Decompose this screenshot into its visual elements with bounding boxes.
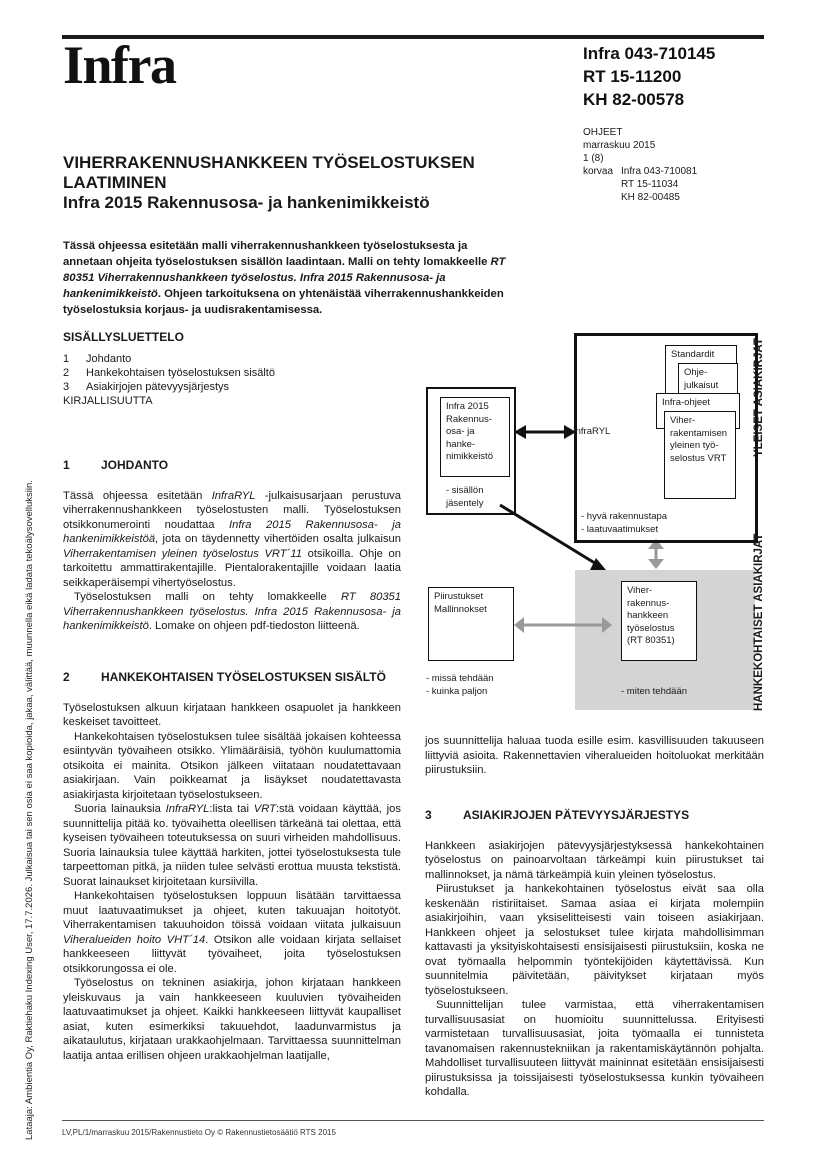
toc-item: 1 Johdanto bbox=[63, 353, 132, 365]
good-practice-note: - hyvä rakennustapa bbox=[581, 511, 668, 522]
document-meta bbox=[583, 126, 697, 204]
quality-note: - laatuvaatimukset bbox=[581, 524, 659, 535]
code-rt: RT 15-11200 bbox=[583, 67, 682, 86]
how-much-note: - kuinka paljon bbox=[426, 686, 488, 697]
download-notice: Lataaja: Ambientia Oy, Raktiehaku Indexing User, 17.7.2026. Julkaisua tai sen osia ei saa kopioida, jakaa, välittää, muunnella eikä ladata tekoälysovelluksiin. bbox=[24, 480, 35, 1140]
code-infra: Infra 043-710145 bbox=[583, 44, 716, 63]
replaces-kh: KH 82-00485 bbox=[621, 192, 680, 203]
infraryl-label: InfraRYL bbox=[573, 426, 611, 437]
project-spec-box: Viher-rakennus-hankkeen työselostus (RT 80351) bbox=[621, 581, 697, 661]
code-kh: KH 82-00578 bbox=[583, 90, 685, 109]
section-heading: 3 ASIAKIRJOJEN PÄTEVYYSJÄRJESTYS bbox=[425, 808, 690, 822]
infra2015-box: Infra 2015 Rakennus-osa- ja hanke-nimikkeistö bbox=[440, 397, 510, 477]
document-title: VIHERRAKENNUSHANKKEEN TYÖSELOSTUKSEN LAATIMINEN Infra 2015 Rakennusosa- ja hankenimikkeistö bbox=[63, 153, 475, 212]
footer-rule bbox=[62, 1120, 764, 1121]
doc-type: OHJEET bbox=[583, 127, 623, 138]
drawings-box: Piirustukset Mallinnokset bbox=[428, 587, 514, 661]
standards-box: Standardit bbox=[665, 345, 737, 405]
document-codes bbox=[583, 42, 715, 111]
infra-logo: Infra bbox=[63, 35, 176, 95]
toc-literature: KIRJALLISUUTTA bbox=[63, 395, 153, 407]
vrt-box: Viher-rakentamisen yleinen työ-selostus VRT bbox=[664, 411, 736, 499]
project-docs-label: HANKEKOHTAISET ASIAKIRJAT bbox=[753, 533, 765, 711]
section-2-continued: jos suunnittelija haluaa tuoda esille esim. kasvillisuuden takuuseen liittyviä asioita. Rakennettavien viheralueiden hoitoluokat merkitään piirustuksiin. bbox=[425, 735, 764, 776]
toc-item: 2 Hankekohtaisen työselostuksen sisältö bbox=[63, 367, 275, 379]
replaces-label: korvaa bbox=[583, 166, 614, 177]
table-of-contents bbox=[63, 330, 393, 408]
toc-item: 3 Asiakirjojen pätevyysjärjestys bbox=[63, 381, 230, 393]
structure-note: - sisällön jäsentely bbox=[446, 485, 484, 509]
section-2: 2 HANKEKOHTAISEN TYÖSELOSTUKSEN SISÄLTÖ Työselostuksen alkuun kirjataan hankkeen osapuolet ja hankkeen keskeiset tavoitteet. Hankekohtaisen työselostuksen tulee sisältää jokaisen kohteessa esiintyvän työvaiheen otsikko. Ylimääräisiä, työhön kuulumattomia otsikoita ei mainita. Otsikon jälkeen viitataan noudatettavaan asiakirjaan. Vain poikkeamat ja lisäykset noudatettavasta asiakirjasta kirjoitetaan työselostukseen. Suoria lainauksia InfraRYL:lista tai VRT:stä voidaan käyttää, jos suunnittelija pitää ko. työvaihetta oleellisen tärkeänä tai olettaa, että kyseisen työvaiheen toteutuksessa on suuri virheiden mahdollisuus. Suoria lainauksia tulee käyttää harkiten, jottei työselostuksesta tule tarpeettoman pitkä, ja niiden tulee selvästi erottua muusta tekstistä. Suorat lainaukset kirjoitetaan kursiivilla. Hankekohtaisen työselostuksen loppuun lisätään tarvittaessa muut laatuvaatimukset ja ohjeet, kuten takuuajan hoitotyöt. Viherrakentamisen takuuhoidon töissä voidaan viitata julkaisuun Viheralueiden hoito VHT´14. Otsikon alle voidaan kirjata sellaiset hankkeeseen liittyvät työvaiheet, joita työselostuksen otsikkorungossa ei ole. Työselostus on tekninen asiakirja, johon kirjataan hankkeen yleiskuvaus ja vain hankkeeseen kuuluvien työvaiheiden laatuvaatimukset ja ohjeet. Kaikki hankkeeseen liittyvät kaupalliset asiat, kuten esimerkiksi takuuehdot, laadunvarmistus ja aikataulutus, kirjataan urakkaohjelmaan. Tarvittaessa suunnittelman laatija antaa erillisen ohjeen urakkaohjelman laatijalle, bbox=[63, 670, 401, 1062]
section-3: 3 ASIAKIRJOJEN PÄTEVYYSJÄRJESTYS Hankkeen asiakirjojen pätevyysjärjestyksessä hankekohtainen työselostus on painoarvoltaan tärkeämpi kuin piirustukset tai mallinnokset, ja nämä tärkeämpiä kuin yleinen työselostus. Piirustukset ja hankekohtainen työselostus eivät saa olla keskenään ristiriitaiset. Samaa asiaa ei kirjata molempiin asiakirjoihin, vaan yksiselitteisesti vain toiseen asiakirjaan. Hankkeen ohjeet ja selostukset tulee kirjata mahdollisimman kattavasti ja yksityiskohtaisesti ensisijaisesti piirustuksiin, koska ne ovat työmaalla helpommin työntekijöiden käytettävissä. Kun suunnitelmia päivitetään, päivitykset kirjataan myös työselostukseen. Suunnittelijan tulee varmistaa, että viherrakentamisen turvallisuusasiat on huomioitu suunnittelussa. Erityisesti varmistetaan turvallisuusasiat, joita työmaalla ei tunnisteta tavanomaisen rakennustekniikan ja rakentamiskäytännön pohjalta. Mahdolliset turvallisuuteen liittyvät maininnat esitetään ensisijaisesti piirustuksissa ja toissijaisesti työselostuksessa kunkin työvaiheen kohdalla. bbox=[425, 808, 764, 1098]
infra-guides-box: Infra-ohjeet bbox=[656, 393, 740, 429]
where-note: - missä tehdään bbox=[426, 673, 494, 684]
document-hierarchy-diagram bbox=[420, 325, 770, 715]
replaces-rt: RT 15-11034 bbox=[621, 179, 679, 190]
section-heading: 2 HANKEKOHTAISEN TYÖSELOSTUKSEN SISÄLTÖ bbox=[63, 670, 386, 684]
section-1: 1 JOHDANTO Tässä ohjeessa esitetään InfraRYL -julkaisusarjaan perustuva viherrakennushankkeen työselostusten malli. Työselostuksen otsikkonumerointi noudattaa Infra 2015 Rakennusosa- ja hankenimikkeistöä, jota on täydennetty vihertöiden osalta julkaisun Viherrakentamisen yleinen työselostus VRT´11 otsikoilla. Ohje on tarkoitettu ammattirakentajille. Pientalorakentajille voidaan laatia seikkaperäisempi vihertyöselostus. Työselostuksen malli on tehty lomakkeelle RT 80351 Viherrakennushankkeen työselostus. Infra 2015 Rakennusosa- ja hankenimikkeistö. Lomake on ohjeen pdf-tiedoston liitteenä. bbox=[63, 458, 402, 632]
lead-paragraph: Tässä ohjeessa esitetään malli viherrakennushankkeen työselostuksesta ja annetaan ohjeita työselostuksen sisällön laadintaan. Malli on tehty lomakkeelle RT 80351 Viherrakennushankkeen työselostus. Infra 2015 Rakennusosa- ja hankenimikkeistö. Ohjeen tarkoituksena on yhtenäistää viherrakennushankkeiden työselostuksia korjaus- ja uudisrakentamisessa. bbox=[63, 240, 506, 316]
section-heading: 1 JOHDANTO bbox=[63, 458, 169, 472]
doc-page: 1 (8) bbox=[583, 153, 604, 164]
general-docs-label: YLEISET ASIAKIRJAT bbox=[753, 338, 765, 457]
doc-date: marraskuu 2015 bbox=[583, 140, 656, 151]
how-note: - miten tehdään bbox=[621, 686, 688, 697]
guides-box: Ohje-julkaisut bbox=[678, 363, 738, 411]
footer: LV,PL/1/marraskuu 2015/Rakennustieto Oy © Rakennustietosäätiö RTS 2015 bbox=[62, 1128, 336, 1137]
replaces-infra: Infra 043-710081 bbox=[621, 166, 698, 177]
toc-heading: SISÄLLYSLUETTELO bbox=[63, 330, 184, 344]
